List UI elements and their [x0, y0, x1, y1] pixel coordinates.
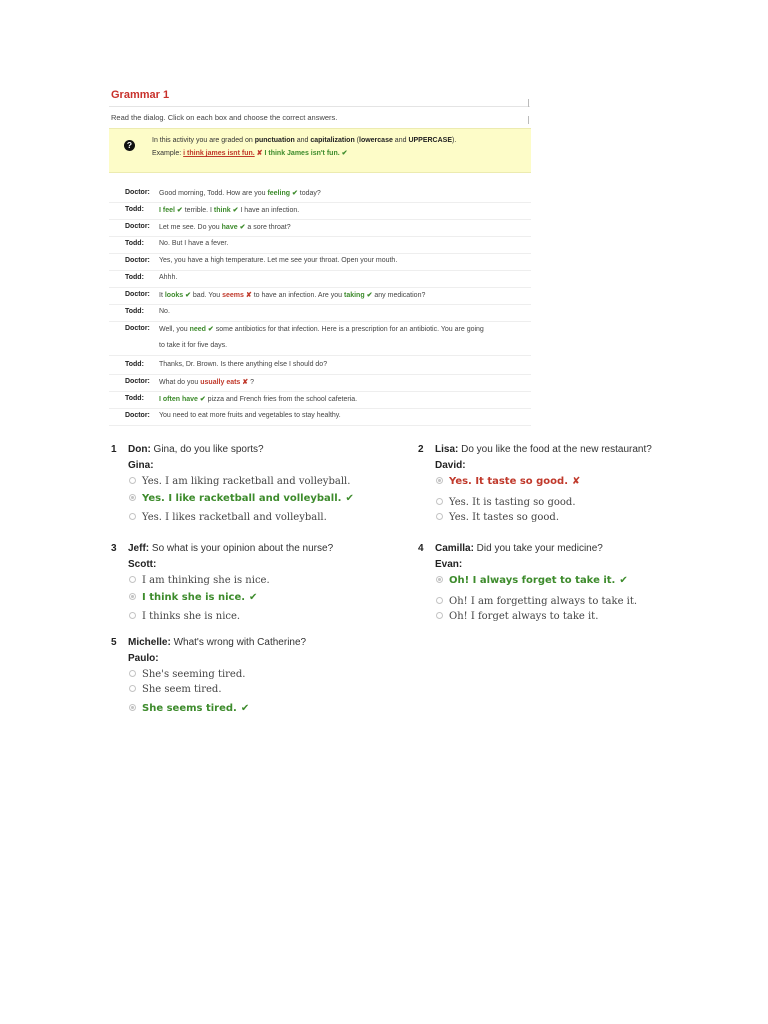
grading-notice [109, 128, 531, 173]
radio-button[interactable] [129, 576, 136, 583]
cross-icon: ✘ [256, 150, 263, 157]
dialog-line: No. But I have a fever. [159, 240, 229, 247]
speaker-label: Todd: [125, 308, 144, 315]
answer-option[interactable] [129, 575, 270, 586]
dialog-line: Good morning, Todd. How are you feeling ✔ today? [159, 190, 321, 197]
check-icon: ✔ [232, 207, 239, 214]
dialog-row [109, 357, 531, 375]
answer-option[interactable] [129, 592, 257, 603]
check-icon: ✔ [291, 190, 298, 197]
radio-button[interactable] [129, 704, 136, 711]
activity-title: Grammar 1 [111, 89, 170, 101]
example-right: I think James isn't fun. [264, 150, 340, 157]
radio-button[interactable] [436, 477, 443, 484]
question-prompt: Michelle: What's wrong with Catherine? [128, 637, 307, 648]
option-label: Oh! I am forgetting always to take it. [449, 596, 638, 607]
dialog-line: It looks ✔ bad. You seems ✘ to have an infection. Are you taking ✔ any medication? [159, 292, 426, 299]
answer-option[interactable] [436, 611, 598, 622]
cross-icon: ✘ [572, 476, 581, 487]
answer-box[interactable]: I often have [159, 396, 198, 403]
speaker-label: Doctor: [125, 257, 150, 264]
dialog-line: Thanks, Dr. Brown. Is there anything else I should do? [159, 361, 328, 368]
question-speaker: Michelle: [128, 637, 171, 648]
question-number: 3 [111, 543, 117, 554]
responder-label: David: [435, 460, 466, 471]
radio-button[interactable] [436, 597, 443, 604]
responder-label: Scott: [128, 559, 157, 570]
dialog-line: Ahhh. [159, 274, 178, 281]
option-label: Yes. I likes racketball and volleyball. [142, 512, 327, 523]
answer-box[interactable]: seems [222, 292, 244, 299]
question-speaker: Camilla: [435, 543, 474, 554]
question-speaker: Jeff: [128, 543, 150, 554]
option-label: I am thinking she is nice. [142, 575, 270, 586]
option-label: Yes. It tastes so good. [449, 512, 559, 523]
check-icon: ✔ [185, 292, 191, 299]
question-prompt: Camilla: Did you take your medicine? [435, 543, 603, 554]
radio-button[interactable] [129, 670, 136, 677]
radio-button[interactable] [129, 494, 136, 501]
dialog-row [109, 185, 531, 203]
check-icon: ✔ [366, 292, 373, 299]
speaker-label: Doctor: [125, 325, 150, 332]
option-label: I think she is nice. [142, 592, 246, 603]
dialog-line: Well, you need ✔ some antibiotics for that infection. Here is a prescription for an antibiotic. You are going [159, 326, 484, 333]
check-icon: ✔ [199, 396, 206, 403]
radio-button[interactable] [129, 612, 136, 619]
radio-button[interactable] [129, 477, 136, 484]
answer-option[interactable] [436, 497, 576, 508]
dialog-row [109, 219, 531, 237]
question-speaker: Don: [128, 444, 151, 455]
option-label: She's seeming tired. [142, 669, 246, 680]
speaker-label: Todd: [125, 206, 144, 213]
dialog-row [109, 270, 531, 288]
speaker-label: Todd: [125, 274, 144, 281]
check-icon: ✔ [240, 703, 250, 714]
speaker-label: Doctor: [125, 291, 150, 298]
option-label: She seems tired. [142, 703, 237, 714]
radio-button[interactable] [436, 576, 443, 583]
responder-label: Gina: [128, 460, 154, 471]
scroll-marker [528, 99, 529, 107]
answer-box[interactable]: taking [343, 292, 365, 299]
answer-box[interactable]: I feel [159, 207, 175, 214]
answer-option[interactable] [129, 493, 354, 504]
option-label: Yes. I like racketball and volleyball. [142, 493, 342, 504]
dialog-row [109, 391, 531, 409]
speaker-label: Doctor: [125, 189, 150, 196]
dialog-line: You need to eat more fruits and vegetables to stay healthy. [159, 412, 341, 419]
dialog-row [109, 253, 531, 271]
question-prompt: Jeff: So what is your opinion about the nurse? [128, 543, 334, 554]
example-wrong: i think james isnt fun. [183, 150, 255, 157]
question-number: 1 [111, 444, 117, 455]
check-icon: ✔ [619, 575, 628, 586]
option-label: Yes. It taste so good. [449, 476, 569, 487]
question-prompt: Lisa: Do you like the food at the new restaurant? [435, 444, 652, 455]
speaker-label: Doctor: [125, 412, 150, 419]
dialog-row [109, 408, 531, 426]
check-icon: ✔ [341, 150, 348, 157]
dialog-line: I feel ✔ terrible. I think ✔ I have an infection. [159, 207, 300, 214]
answer-option[interactable] [436, 596, 637, 607]
answer-option[interactable] [436, 512, 559, 523]
option-label: Yes. I am liking racketball and volleyball. [142, 476, 351, 487]
dialog-line: Yes, you have a high temperature. Let me see your throat. Open your mouth. [159, 257, 398, 264]
radio-button[interactable] [129, 685, 136, 692]
check-icon: ✔ [249, 592, 258, 603]
answer-box[interactable]: have [221, 224, 238, 231]
option-label: Yes. It is tasting so good. [449, 497, 576, 508]
dialog-row [109, 321, 531, 356]
dialog-row [109, 304, 531, 322]
cross-icon: ✘ [245, 292, 252, 299]
radio-button[interactable] [436, 612, 443, 619]
radio-button[interactable] [129, 593, 136, 600]
notice-example: Example: i think james isnt fun. ✘ I think James isn't fun. ✔ [152, 150, 348, 157]
speaker-label: Doctor: [125, 378, 150, 385]
answer-option[interactable] [129, 512, 327, 523]
dialog-row [109, 287, 531, 305]
question-prompt: Don: Gina, do you like sports? [128, 444, 264, 455]
speaker-label: Todd: [125, 240, 144, 247]
check-icon: ✔ [176, 207, 183, 214]
question-number: 2 [418, 444, 424, 455]
question-speaker: Lisa: [435, 444, 459, 455]
answer-box[interactable]: think [213, 207, 231, 214]
answer-box[interactable]: usually eats [200, 379, 241, 386]
speaker-label: Todd: [125, 361, 144, 368]
check-icon: ✔ [239, 224, 246, 231]
question-number: 4 [418, 543, 424, 554]
activity-instructions: Read the dialog. Click on each box and choose the correct answers. [111, 113, 338, 122]
option-label: She seem tired. [142, 684, 222, 695]
answer-box[interactable]: feeling [267, 190, 290, 197]
check-icon: ✔ [207, 326, 214, 333]
answer-option[interactable] [129, 476, 350, 487]
answer-option[interactable] [129, 684, 222, 695]
dialog-line: No. [159, 308, 170, 315]
answer-box[interactable]: looks [164, 292, 184, 299]
dialog-line: Let me see. Do you have ✔ a sore throat? [159, 224, 291, 231]
radio-button[interactable] [436, 513, 443, 520]
answer-box[interactable]: need [189, 326, 206, 333]
cross-icon: ✘ [242, 379, 249, 386]
radio-button[interactable] [436, 498, 443, 505]
dialog-row [109, 202, 531, 220]
responder-label: Evan: [435, 559, 463, 570]
scroll-marker [528, 116, 529, 124]
dialog-line: What do you usually eats ✘ ? [159, 379, 254, 386]
title-divider [109, 106, 530, 107]
radio-button[interactable] [129, 513, 136, 520]
dialog-line-continued: to take it for five days. [159, 342, 228, 349]
check-icon: ✔ [345, 493, 354, 504]
speaker-label: Todd: [125, 395, 144, 402]
dialog-line: I often have ✔ pizza and French fries from the school cafeteria. [159, 396, 358, 403]
question-number: 5 [111, 637, 117, 648]
responder-label: Paulo: [128, 653, 159, 664]
option-label: Oh! I always forget to take it. [449, 575, 616, 586]
dialog-row [109, 374, 531, 392]
answer-option[interactable] [436, 575, 628, 586]
answer-option[interactable] [129, 611, 240, 622]
answer-option[interactable] [436, 476, 580, 487]
help-icon: ? [124, 140, 135, 151]
answer-option[interactable] [129, 669, 245, 680]
dialog-row [109, 236, 531, 254]
option-label: Oh! I forget always to take it. [449, 611, 599, 622]
option-label: I thinks she is nice. [142, 611, 241, 622]
speaker-label: Doctor: [125, 223, 150, 230]
answer-option[interactable] [129, 703, 249, 714]
notice-text: In this activity you are graded on punctuation and capitalization (lowercase and UPPERCASE). [152, 137, 457, 144]
